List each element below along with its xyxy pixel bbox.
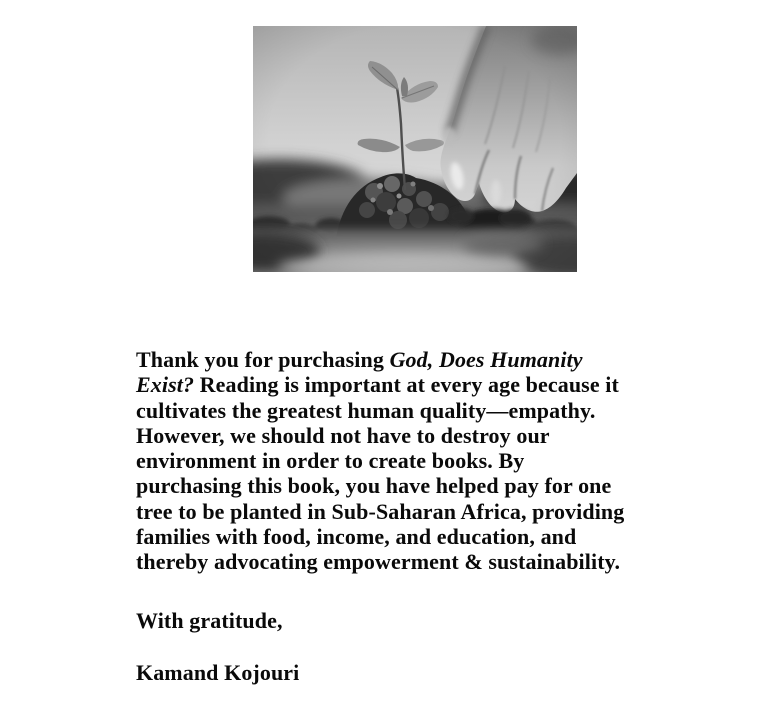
thank-you-paragraph bbox=[136, 347, 736, 575]
text-line bbox=[136, 347, 736, 372]
photo-vignette bbox=[253, 26, 577, 272]
text-run: tree to be planted in Sub-Saharan Africa, providing bbox=[136, 498, 625, 524]
signature-author-name: Kamand Kojouri bbox=[136, 659, 300, 685]
text-line bbox=[136, 372, 736, 397]
text-run: However, we should not have to destroy our bbox=[136, 422, 550, 448]
closing-salutation: With gratitude, bbox=[136, 607, 283, 633]
text-run: cultivates the greatest human quality—empathy. bbox=[136, 397, 596, 423]
text-line bbox=[136, 499, 736, 524]
text-run: Thank you for purchasing bbox=[136, 347, 390, 372]
text-run: purchasing this book, you have helped pay for one bbox=[136, 473, 612, 499]
text-line bbox=[136, 398, 736, 423]
planting-seedling-photo bbox=[253, 26, 577, 272]
text-line bbox=[136, 473, 736, 498]
text-line bbox=[136, 524, 736, 549]
text-line bbox=[136, 549, 736, 574]
planting-photo-graphic bbox=[253, 26, 577, 272]
text-line bbox=[136, 423, 736, 448]
text-run: thereby advocating empowerment & sustainability. bbox=[136, 549, 621, 575]
text-run: environment in order to create books. By bbox=[136, 448, 525, 474]
text-run: Reading is important at every age because it bbox=[194, 372, 619, 398]
text-run: families with food, income, and education, and bbox=[136, 524, 577, 550]
thank-you-note bbox=[136, 347, 736, 685]
book-title-emphasis: God, Does Humanity bbox=[389, 347, 583, 372]
book-title-emphasis: Exist? bbox=[136, 372, 195, 398]
text-line bbox=[136, 448, 736, 473]
